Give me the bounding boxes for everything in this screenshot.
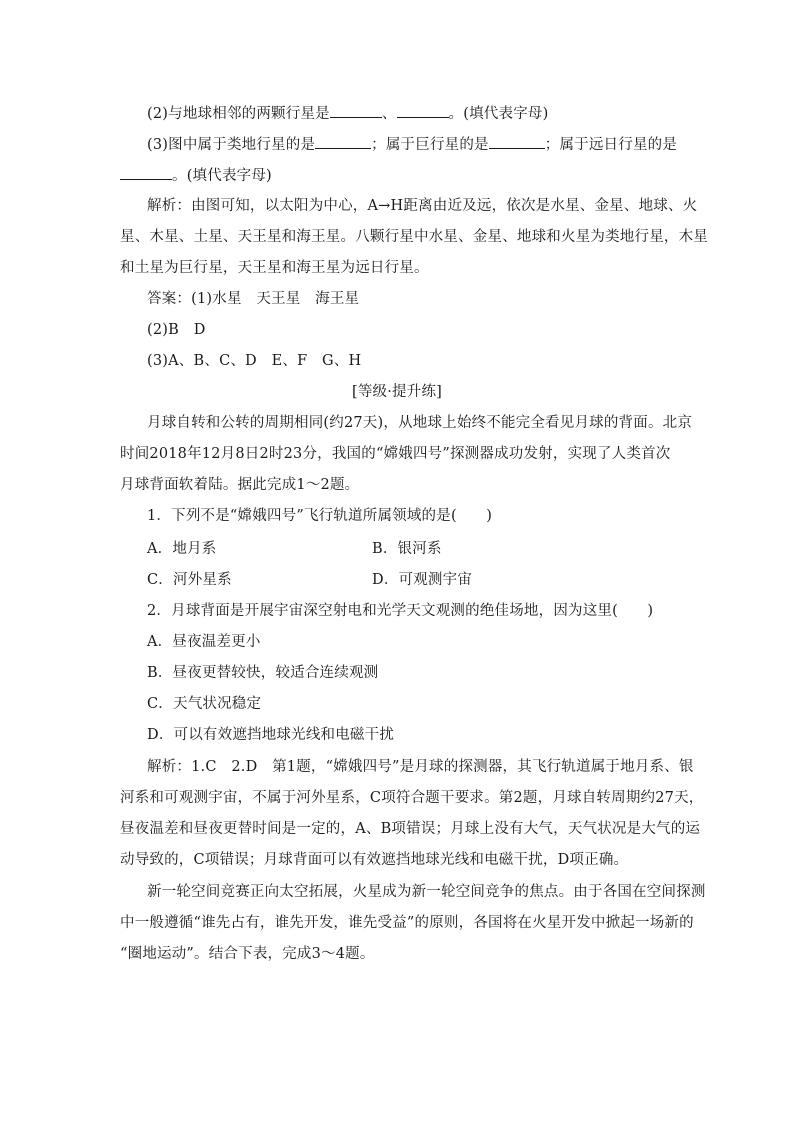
analysis-2-line-4: 动导致的，C项错误；月球背面可以有效遮挡地球光线和电磁干扰，D项正确。 bbox=[120, 852, 629, 868]
analysis-1-line-2: 星、木星、土星、天王星和海王星。八颗行星中水星、金星、地球和火星为类地行星，木星 bbox=[120, 229, 708, 245]
analysis-2-line-3: 昼夜温差和昼夜更替时间是一定的，A、B项错误；月球上没有大气，天气状况是大气的运 bbox=[120, 821, 701, 837]
question-3-line bbox=[147, 134, 707, 155]
answer-blank bbox=[330, 103, 382, 118]
question-1-option-b: B．银河系 bbox=[372, 541, 442, 557]
passage-2-line-3: “圈地运动”。结合下表，完成3～4题。 bbox=[120, 946, 375, 962]
question-2-line bbox=[147, 103, 707, 124]
passage-2-line-2: 中一般遵循“谁先占有，谁先开发，谁先受益”的原则，各国将在火星开发中掀起一场新的 bbox=[120, 915, 694, 931]
passage-2-line-1: 新一轮空间竞赛正向太空拓展，火星成为新一轮空间竞争的焦点。由于各国在空间探测 bbox=[147, 884, 706, 900]
q3-mid-1: ；属于巨行星的是 bbox=[371, 137, 489, 153]
answer-1-line-3: (3)A、B、C、D E、F G、H bbox=[147, 353, 362, 369]
q3-suffix: 。(填代表字母) bbox=[172, 168, 272, 184]
answer-1-line-1: 答案：(1)水星 天王星 海王星 bbox=[147, 291, 360, 307]
answer-1-line-2: (2)B D bbox=[147, 322, 206, 338]
q3-prefix: (3)图中属于类地行星的是 bbox=[147, 137, 316, 153]
question-3-continuation bbox=[120, 165, 680, 186]
q2-suffix: 。(填代表字母) bbox=[448, 106, 549, 122]
question-2-stem: 2．月球背面是开展宇宙深空射电和光学天文观测的绝佳场地，因为这里( ) bbox=[147, 603, 654, 619]
q2-separator: 、 bbox=[381, 106, 397, 122]
passage-1-line-3: 月球背面软着陆。据此完成1～2题。 bbox=[120, 477, 360, 493]
answer-blank bbox=[397, 103, 449, 118]
section-title: [等级·提升练] bbox=[351, 384, 443, 400]
analysis-1-line-1: 解析：由图可知，以太阳为中心，A→H距离由近及远，依次是水星、金星、地球、火 bbox=[147, 198, 698, 214]
analysis-2-line-2: 河系和可观测宇宙，不属于河外星系，C项符合题干要求。第2题，月球自转周期约27天， bbox=[120, 790, 704, 806]
passage-1-line-1: 月球自转和公转的周期相同(约27天)，从地球上始终不能完全看见月球的背面。北京 bbox=[147, 415, 693, 431]
question-2-option-b: B．昼夜更替较快，较适合连续观测 bbox=[147, 665, 379, 681]
answer-blank bbox=[489, 134, 545, 149]
q3-mid-2: ；属于远日行星的是 bbox=[544, 137, 678, 153]
answer-blank bbox=[315, 134, 371, 149]
q2-prefix: (2)与地球相邻的两颗行星是 bbox=[147, 106, 330, 122]
question-2-option-a: A．昼夜温差更小 bbox=[147, 634, 261, 650]
question-1-option-c: C．河外星系 bbox=[147, 572, 232, 588]
question-2-option-c: C．天气状况稳定 bbox=[147, 696, 262, 712]
answer-blank bbox=[120, 165, 172, 180]
question-1-stem: 1．下列不是“嫦娥四号”飞行轨道所属领域的是( ) bbox=[147, 508, 493, 524]
question-1-option-a: A．地月系 bbox=[147, 541, 217, 557]
analysis-2-line-1: 解析：1.C 2.D 第1题，“嫦娥四号”是月球的探测器，其飞行轨道属于地月系、银 bbox=[147, 759, 694, 775]
question-1-option-d: D．可观测宇宙 bbox=[372, 572, 473, 588]
analysis-1-line-3: 和土星为巨行星，天王星和海王星为远日行星。 bbox=[120, 260, 429, 276]
question-2-option-d: D．可以有效遮挡地球光线和电磁干扰 bbox=[147, 727, 395, 743]
passage-1-line-2: 时间2018年12月8日2时23分，我国的“嫦娥四号”探测器成功发射，实现了人类首次 bbox=[120, 446, 671, 462]
